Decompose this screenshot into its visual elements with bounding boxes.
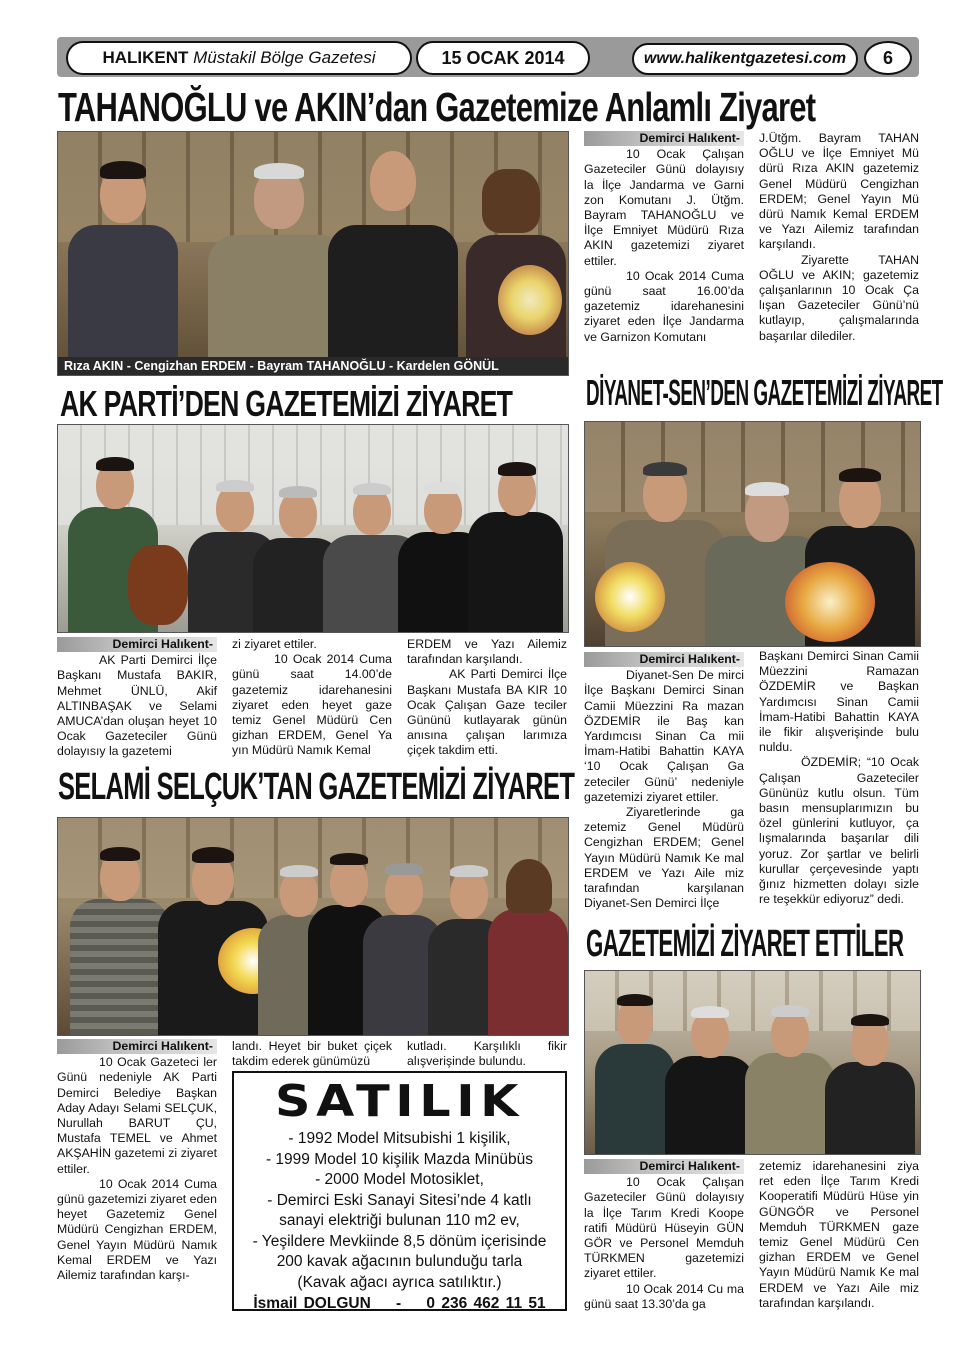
article1-col1 xyxy=(584,131,744,345)
article1-p1: 10 Ocak Çalışan Gazeteciler Günü dolayısıy la İlçe Jandarma ve Garni zon Komutanı J. Ütğm. Bayram TAHANOĞLU ve İlçe Emniyet Müdürü Rıza AKIN gazetemizi ziyaret ettiler. xyxy=(584,147,744,268)
article4-tag: Demirci Halıkent- xyxy=(57,1039,217,1054)
ad-contact-sep: - xyxy=(396,1295,402,1312)
article5-p1: 10 Ocak Çalışan Gazeteciler Günü dolayısıy la İlçe Tarım Kredi Koope ratifi Müdürü Hüseyin GÜN GÖR ve Personel Memduh TÜRKMEN gazetemizi ziyaret ettiler. xyxy=(584,1175,744,1281)
article3-col1 xyxy=(584,652,744,911)
article2-col3 xyxy=(407,637,567,759)
ad-item: (Kavak ağacı ayrıca satılıktır.) xyxy=(297,1273,502,1291)
ad-item: - 1992 Model Mitsubishi 1 kişilik, xyxy=(288,1130,511,1147)
article3-photo xyxy=(584,421,921,647)
article5-photo xyxy=(584,970,921,1155)
article4-headline: SELAMİ SELÇUK’TAN GAZETEMİZİ ZİYARET xyxy=(58,766,575,808)
masthead-bold: HALIKENT xyxy=(102,48,189,67)
classified-ad xyxy=(232,1071,567,1311)
article3-tag: Demirci Halıkent- xyxy=(584,652,744,667)
article2-headline: AK PARTİ’DEN GAZETEMİZİ ZİYARET xyxy=(60,383,513,424)
website-text: www.halikentgazetesi.com xyxy=(643,50,847,67)
ad-contact-phone: 0 236 462 11 51 xyxy=(426,1295,546,1312)
article4-col1 xyxy=(57,1039,217,1283)
article4-p4: kutladı. Karşılıklı fikir alışverişinde bulundu. xyxy=(407,1039,567,1069)
ad-item: - 2000 Model Motosiklet, xyxy=(315,1171,484,1188)
ad-item: 200 kavak ağacının bulunduğu tarla xyxy=(276,1253,523,1270)
article5-col1 xyxy=(584,1159,744,1312)
article2-p3a: ERDEM ve Yazı Ailemiz tarafından karşılandı. xyxy=(407,637,567,667)
article2-photo xyxy=(57,424,569,633)
article1-caption-text: Rıza AKIN - Cengizhan ERDEM - Bayram TAHANOĞLU - Kardelen GÖNÜL xyxy=(64,359,499,373)
article4-col3 xyxy=(407,1039,567,1069)
article2-p2a: zi ziyaret ettiler. xyxy=(232,637,317,651)
article1-p4: Ziyarette TAHAN OĞLU ve AKIN; gazetemiz çalışanlarının 10 Ocak Ça lışan Gazeteciler Günü’nü kutlayıp, çalışmalarında başarılar dilediler. xyxy=(759,252,919,343)
article5-headline: GAZETEMİZİ ZİYARET ETTİLER xyxy=(586,923,904,965)
article2-p3: AK Parti Demirci İlçe Başkanı Mustafa BA KIR 10 Ocak Çalışan Gaze teciler Gününü kutlayarak günün anısına çalışan larımıza çiçek takdim etti. xyxy=(407,667,567,758)
page-number xyxy=(864,41,912,75)
article1-photo xyxy=(57,131,569,376)
article1-col2 xyxy=(759,131,919,344)
article2-col1 xyxy=(57,637,217,760)
article4-p1: 10 Ocak Gazeteci ler Günü nedeniyle AK Parti Demirci Belediye Başkan Aday Adayı Selami SELÇUK, Nurullah BARUT ÇU, Mustafa TEMEL ve Ahmet AKŞAHİN gazetemi zi ziyaret ettiler. xyxy=(57,1055,217,1176)
article1-headline: TAHANOĞLU ve AKIN’dan Gazetemize Anlamlı Ziyaret xyxy=(58,84,816,130)
article1-p3: J.Ütğm. Bayram TAHAN OĞLU ve İlçe Emniyet Mü dürü Rıza AKIN gazetemiz Genel Müdürü Cengizhan ERDEM; Genel Yayın Mü dürü Namık Kemal ERDEM ve Yazı Ailemiz tarafından karşılandı. xyxy=(759,131,919,252)
article3-p4: ÖZDEMİR; “10 Ocak Çalışan Gazeteciler Gününüz kutlu olsun. Tüm basın mensuplarımızın bu özel günlerini kutluyor, ça lışmalarında başarılar dili yoruz. Zor şartlar ve belirli kurullar çerçevesinde yaptı ğınız hizmetten dolayı sizle re teşekkür ediyoruz” dedi. xyxy=(759,755,919,907)
ad-item: - Yeşildere Mevkiinde 8,5 dönüm içerisinde xyxy=(252,1232,547,1250)
article5-p2: 10 Ocak 2014 Cu ma günü saat 13.30’da ga xyxy=(584,1281,744,1311)
issue-date-text: 15 OCAK 2014 xyxy=(441,47,565,68)
ad-contact xyxy=(234,1295,565,1313)
page-number-text: 6 xyxy=(882,47,893,68)
ad-items xyxy=(234,1129,565,1293)
article3-headline: DİYANET-SEN’DEN GAZETEMİZİ ZİYARET xyxy=(586,372,943,413)
ad-item: - 1999 Model 10 kişilik Mazda Minübüs xyxy=(265,1150,534,1168)
article2-p1: AK Parti Demirci İlçe Başkanı Mustafa BAKIR, Mehmet ÜNLÜ, Akif ALTINBAŞAK ve Selami AMUCA’dan oluşan heyet 10 Ocak Gazeteciler Günü dolayısıy la gazetemi xyxy=(57,653,217,759)
issue-date xyxy=(416,41,590,75)
article3-p3: Başkanı Demirci Sinan Camii Müezzini Ramazan ÖZDEMİR ve Başkan Yardımcısı Sinan Camii İmam-Hatibi Bahattin KAYA ile fikir alışverişinde bulu nuldu. xyxy=(759,649,919,755)
article4-col2 xyxy=(232,1039,392,1069)
article4-p2: 10 Ocak 2014 Cuma günü gazetemizi ziyaret eden heyet Gazetemiz Genel Müdürü Cengizhan ERDEM, Genel Yayın Müdürü Namık Kemal ERDEM ve Yazı Ailemiz tarafından karşı- xyxy=(57,1176,217,1283)
article5-tag: Demirci Halıkent- xyxy=(584,1159,744,1174)
ad-item: - Demirci Eski Sanayi Sitesi’nde 4 katlı xyxy=(267,1191,532,1209)
article4-p3: landı. Heyet bir buket çiçek takdim ederek günümüzü xyxy=(232,1039,392,1069)
ad-item: sanayi elektriği bulunan 110 m2 ev, xyxy=(279,1212,520,1229)
article5-p3: zetemiz idarehanesini ziya ret eden İlçe Tarım Kredi Kooperatifi Müdürü Hüse yin GÜNGÖR ve Personel Memduh TÜRKMEN gaze temiz Genel Müdürü Cen gizhan ERDEM ve Genel Yayın Müdürü Namık Ke mal ERDEM ve Yazı Aile miz tarafından karşılandı. xyxy=(759,1159,919,1310)
masthead-italic: Müstakil Bölge Gazetesi xyxy=(193,48,376,67)
article1-caption xyxy=(58,357,568,375)
article5-col2 xyxy=(759,1159,919,1311)
article3-p1: Diyanet-Sen De mirci İlçe Başkanı Demirci Sinan Camii Müezzini Ra mazan ÖZDEMİR ile Baş kan Yardımcısı Sinan Ca mii İmam-Hatibi Bahattin KAYA ‘10 Ocak Çalışan Ga zeteciler Günü’ nedeniyle gazetemizi ziyaret ettiler. xyxy=(584,668,744,804)
ad-title: SATILIK xyxy=(275,1076,524,1127)
article2-col2 xyxy=(232,637,392,759)
masthead xyxy=(66,41,412,75)
article1-p2: 10 Ocak 2014 Cuma günü saat 16.00’da gazetemiz idarehanesini ziyaret eden İlçe Jandarma ve Garnizon Komutanı xyxy=(584,268,744,344)
article2-tag: Demirci Halıkent- xyxy=(57,637,217,652)
website xyxy=(632,43,858,75)
article2-p2: 10 Ocak 2014 Cuma günü saat 14.00’de gazetemiz idarehanesini ziyaret eden heyet gaze temiz Genel Müdürü Cen gizhan ERDEM, Genel Ya yın Müdürü Namık Kemal xyxy=(232,652,392,758)
article4-photo xyxy=(57,817,569,1036)
article3-p2: Ziyaretlerinde ga zetemiz Genel Müdürü Cengizhan ERDEM; Genel Yayın Müdürü Namık Ke mal ERDEM ve Yazı Aile miz tarafından karşılanan Diyanet-Sen Demirci İlçe xyxy=(584,805,744,911)
article3-col2 xyxy=(759,649,919,907)
article1-tag: Demirci Halıkent- xyxy=(584,131,744,146)
ad-contact-name: İsmail DOLGUN xyxy=(253,1295,371,1312)
